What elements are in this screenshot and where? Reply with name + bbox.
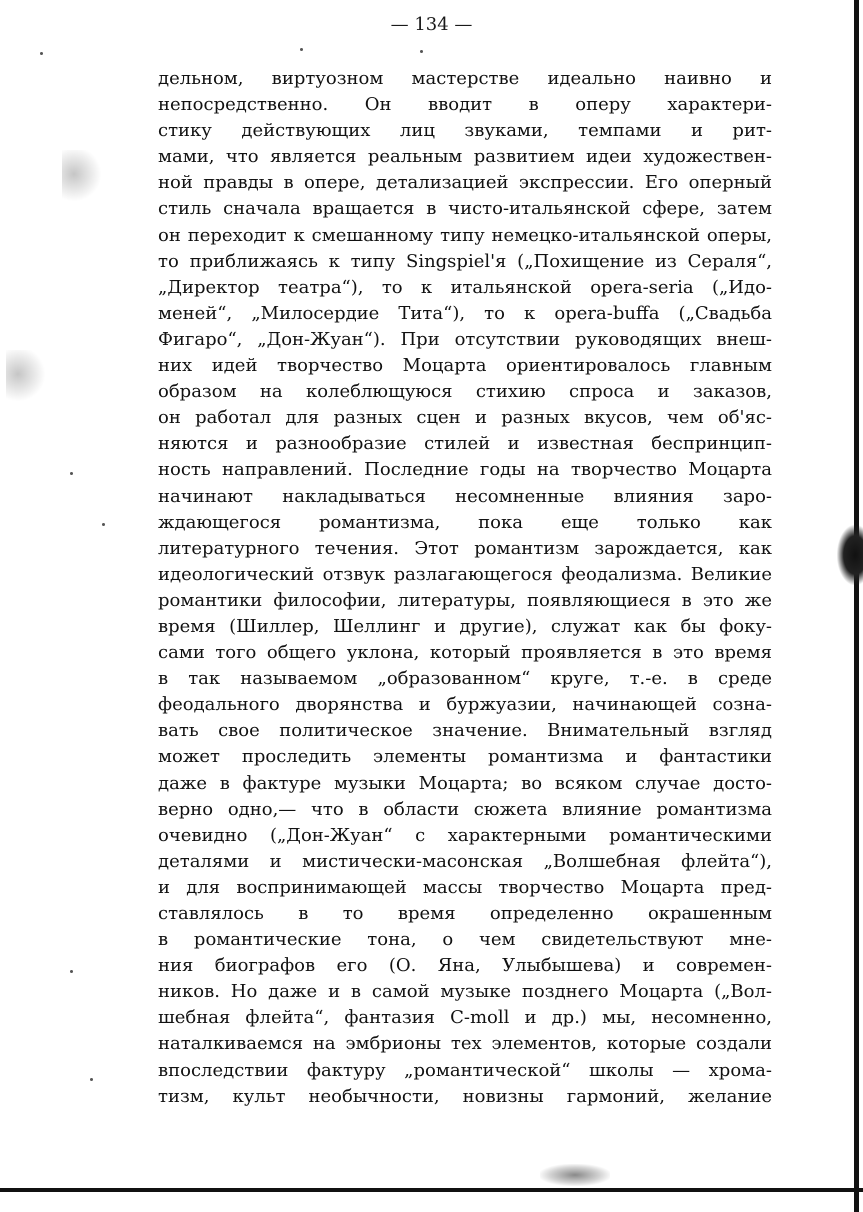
scan-speck: [102, 523, 105, 526]
text-line: вать свое политическое значение. Внимательный взгляд: [158, 720, 772, 742]
text-line: мами, что является реальным развитием идеи художествен-: [158, 146, 772, 168]
scan-edge-bottom: [0, 1188, 863, 1192]
text-line: „Директор театра“), то к итальянской opera-seria („Идо-: [158, 276, 772, 298]
text-line: стику действующих лиц звуками, темпами и рит-: [158, 120, 772, 142]
text-line: ждающегося романтизма, пока еще только как: [158, 511, 772, 533]
text-line: феодального дворянства и буржуазии, начинающей созна-: [158, 694, 772, 716]
text-line: литературного течения. Этот романтизм зарождается, как: [158, 537, 772, 559]
text-line: меней“, „Милосердие Тита“), то к opera-buffa („Свадьба: [158, 302, 772, 324]
text-line: стиль сначала вращается в чисто-итальянской сфере, затем: [158, 198, 772, 220]
text-line: деталями и мистически-масонская „Волшебная флейта“),: [158, 850, 772, 872]
text-line: дельном, виртуозном мастерстве идеально наивно и: [158, 68, 772, 89]
text-line: он переходит к смешанному типу немецко-итальянской оперы,: [158, 224, 772, 246]
text-line: тизм, культ необычности, новизны гармоний, желание: [158, 1085, 772, 1107]
scan-speck: [70, 970, 73, 973]
text-line: даже в фактуре музыки Моцарта; во всяком случае досто-: [158, 772, 772, 794]
scan-blot: [837, 525, 863, 585]
body-text: [158, 66, 772, 1110]
text-line: в так называемом „образованном“ круге, т.-е. в среде: [158, 668, 772, 690]
text-line: верно одно,— что в области сюжета влияние романтизма: [158, 798, 772, 820]
text-line: ников. Но даже и в самой музыке позднего Моцарта („Вол-: [158, 981, 772, 1003]
text-line: идеологический отзвук разлагающегося феодализма. Великие: [158, 563, 772, 585]
scan-speck: [300, 48, 303, 51]
scan-speck: [420, 50, 423, 53]
scan-speck: [40, 52, 43, 55]
page-number: — 134 —: [390, 14, 473, 35]
text-line: ставлялось в то время определенно окрашенным: [158, 903, 772, 924]
text-line: очевидно („Дон-Жуан“ с характерными романтическими: [158, 824, 772, 846]
text-line: в романтические тона, о чем свидетельствуют мне-: [158, 929, 772, 951]
text-line: наталкиваемся на эмбрионы тех элементов, которые создали: [158, 1033, 772, 1055]
scan-smudge: [540, 1164, 610, 1186]
text-line: впоследствии фактуру „романтической“ школы — хрома-: [158, 1059, 772, 1081]
text-line: образом на колеблющуюся стихию спроса и заказов,: [158, 381, 772, 403]
scan-speck: [70, 472, 73, 475]
text-line: ной правды в опере, детализацией экспрессии. Его оперный: [158, 172, 772, 194]
text-line: может проследить элементы романтизма и фантастики: [158, 746, 772, 768]
scan-speck-cluster: [6, 350, 46, 410]
text-line: няются и разнообразие стилей и известная беспринцип-: [158, 433, 772, 455]
text-line: них идей творчество Моцарта ориентировалось главным: [158, 355, 772, 377]
scan-speck: [90, 1078, 93, 1081]
text-line: то приближаясь к типу Singspiel'я („Похищение из Сераля“,: [158, 250, 772, 272]
text-line: время (Шиллер, Шеллинг и другие), служат как бы фоку-: [158, 615, 772, 637]
scan-speck-cluster: [62, 150, 102, 210]
scan-edge-right: [854, 0, 859, 1212]
text-line: он работал для разных сцен и разных вкусов, чем об'яс-: [158, 407, 772, 429]
text-line: шебная флейта“, фантазия C-moll и др.) мы, несомненно,: [158, 1007, 772, 1029]
text-line: непосредственно. Он вводит в оперу характери-: [158, 94, 772, 116]
text-line: романтики философии, литературы, появляющиеся в это же: [158, 589, 772, 611]
text-line: начинают накладываться несомненные влияния заро-: [158, 485, 772, 507]
text-line: сами того общего уклона, который проявляется в это время: [158, 642, 772, 664]
text-line: ность направлений. Последние годы на творчество Моцарта: [158, 459, 772, 481]
text-line: ния биографов его (О. Яна, Улыбышева) и современ-: [158, 955, 772, 977]
text-line: и для воспринимающей массы творчество Моцарта пред-: [158, 876, 772, 898]
text-line: Фигаро“, „Дон-Жуан“). При отсутствии руководящих внеш-: [158, 328, 772, 350]
